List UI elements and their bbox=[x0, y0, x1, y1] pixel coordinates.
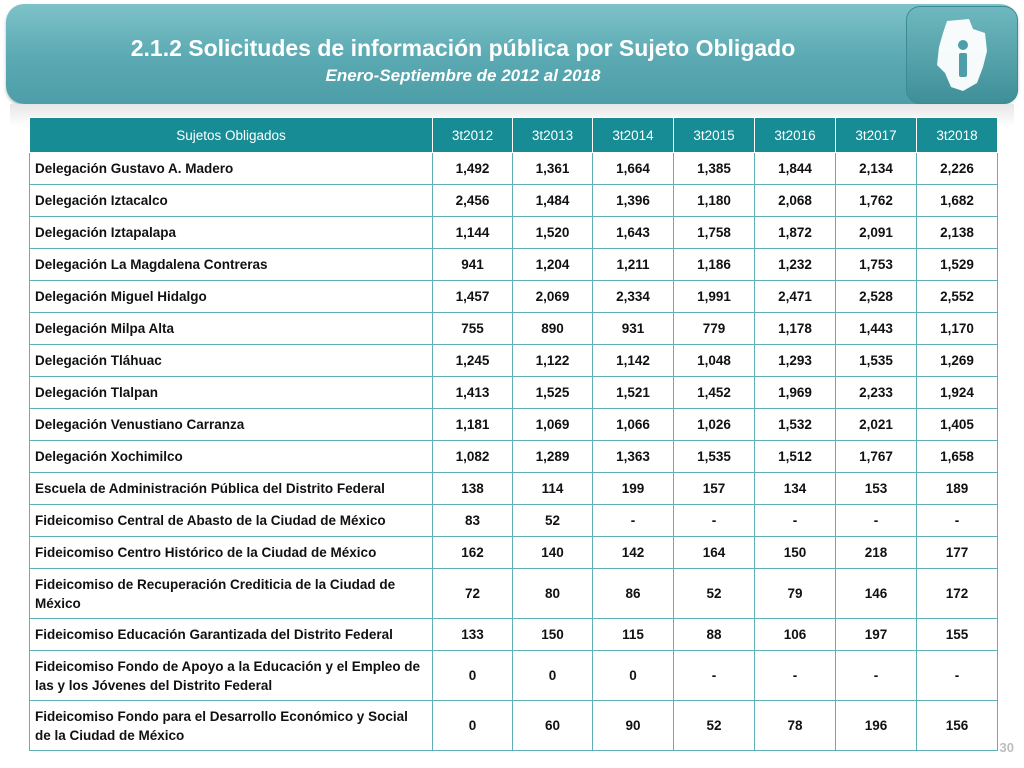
row-value-cell: 138 bbox=[433, 473, 513, 505]
row-value-cell: 1,512 bbox=[755, 441, 836, 473]
logo bbox=[906, 6, 1018, 104]
row-value-cell: 2,134 bbox=[836, 153, 917, 185]
row-value-cell: 164 bbox=[674, 537, 755, 569]
row-entity-name: Fideicomiso Central de Abasto de la Ciudad de México bbox=[30, 505, 433, 537]
row-value-cell: 106 bbox=[755, 619, 836, 651]
table-row bbox=[30, 249, 998, 281]
row-value-cell: 2,068 bbox=[755, 185, 836, 217]
row-value-cell: 1,643 bbox=[593, 217, 674, 249]
table-body bbox=[30, 153, 998, 751]
row-value-cell: 153 bbox=[836, 473, 917, 505]
row-value-cell: 0 bbox=[433, 651, 513, 701]
row-value-cell: 1,170 bbox=[917, 313, 998, 345]
row-value-cell: 1,069 bbox=[513, 409, 593, 441]
row-entity-name: Delegación La Magdalena Contreras bbox=[30, 249, 433, 281]
row-value-cell: 52 bbox=[513, 505, 593, 537]
row-value-cell: 1,532 bbox=[755, 409, 836, 441]
row-entity-name: Delegación Iztapalapa bbox=[30, 217, 433, 249]
row-value-cell: 0 bbox=[593, 651, 674, 701]
row-entity-name: Delegación Venustiano Carranza bbox=[30, 409, 433, 441]
row-value-cell: 1,293 bbox=[755, 345, 836, 377]
row-value-cell: 1,026 bbox=[674, 409, 755, 441]
row-entity-name: Fideicomiso Fondo de Apoyo a la Educación y el Empleo de las y los Jóvenes del Distrito Federal bbox=[30, 651, 433, 701]
row-value-cell: 114 bbox=[513, 473, 593, 505]
row-value-cell: 0 bbox=[433, 701, 513, 751]
column-header: 3t2016 bbox=[755, 118, 836, 153]
row-value-cell: 1,525 bbox=[513, 377, 593, 409]
row-value-cell: 2,138 bbox=[917, 217, 998, 249]
row-value-cell: 1,969 bbox=[755, 377, 836, 409]
row-entity-name: Fideicomiso Fondo para el Desarrollo Económico y Social de la Ciudad de México bbox=[30, 701, 433, 751]
title-banner bbox=[6, 4, 1018, 104]
row-value-cell: 0 bbox=[513, 651, 593, 701]
row-value-cell: 1,186 bbox=[674, 249, 755, 281]
row-value-cell: 1,535 bbox=[674, 441, 755, 473]
column-header: 3t2014 bbox=[593, 118, 674, 153]
row-value-cell: 86 bbox=[593, 569, 674, 619]
column-header: 3t2017 bbox=[836, 118, 917, 153]
row-entity-name: Fideicomiso de Recuperación Crediticia de la Ciudad de México bbox=[30, 569, 433, 619]
row-value-cell: 1,457 bbox=[433, 281, 513, 313]
row-value-cell: - bbox=[674, 505, 755, 537]
row-value-cell: 1,452 bbox=[674, 377, 755, 409]
row-value-cell: 155 bbox=[917, 619, 998, 651]
row-value-cell: 1,529 bbox=[917, 249, 998, 281]
row-value-cell: 1,269 bbox=[917, 345, 998, 377]
row-value-cell: 1,413 bbox=[433, 377, 513, 409]
row-value-cell: 1,443 bbox=[836, 313, 917, 345]
row-value-cell: 115 bbox=[593, 619, 674, 651]
row-value-cell: 1,753 bbox=[836, 249, 917, 281]
row-value-cell: 83 bbox=[433, 505, 513, 537]
row-value-cell: 142 bbox=[593, 537, 674, 569]
row-value-cell: - bbox=[836, 505, 917, 537]
row-value-cell: 1,211 bbox=[593, 249, 674, 281]
row-value-cell: 199 bbox=[593, 473, 674, 505]
row-value-cell: 1,232 bbox=[755, 249, 836, 281]
row-value-cell: - bbox=[755, 505, 836, 537]
row-value-cell: 1,991 bbox=[674, 281, 755, 313]
row-value-cell: 1,245 bbox=[433, 345, 513, 377]
row-value-cell: 755 bbox=[433, 313, 513, 345]
row-value-cell: - bbox=[674, 651, 755, 701]
row-value-cell: 1,082 bbox=[433, 441, 513, 473]
row-value-cell: - bbox=[593, 505, 674, 537]
row-value-cell: 2,552 bbox=[917, 281, 998, 313]
row-value-cell: 150 bbox=[513, 619, 593, 651]
row-entity-name: Delegación Tlalpan bbox=[30, 377, 433, 409]
row-value-cell: 52 bbox=[674, 701, 755, 751]
row-value-cell: 78 bbox=[755, 701, 836, 751]
row-value-cell: 1,758 bbox=[674, 217, 755, 249]
row-value-cell: 133 bbox=[433, 619, 513, 651]
row-value-cell: 79 bbox=[755, 569, 836, 619]
row-value-cell: 1,181 bbox=[433, 409, 513, 441]
row-value-cell: 52 bbox=[674, 569, 755, 619]
row-value-cell: 2,021 bbox=[836, 409, 917, 441]
column-header: 3t2015 bbox=[674, 118, 755, 153]
row-value-cell: - bbox=[836, 651, 917, 701]
table-row bbox=[30, 345, 998, 377]
table-row bbox=[30, 701, 998, 751]
row-value-cell: 146 bbox=[836, 569, 917, 619]
row-value-cell: 2,233 bbox=[836, 377, 917, 409]
row-value-cell: 1,144 bbox=[433, 217, 513, 249]
row-value-cell: 1,484 bbox=[513, 185, 593, 217]
table-row bbox=[30, 651, 998, 701]
row-value-cell: 931 bbox=[593, 313, 674, 345]
row-value-cell: 1,492 bbox=[433, 153, 513, 185]
table-row bbox=[30, 313, 998, 345]
column-header: 3t2018 bbox=[917, 118, 998, 153]
row-value-cell: 1,535 bbox=[836, 345, 917, 377]
row-entity-name: Delegación Gustavo A. Madero bbox=[30, 153, 433, 185]
row-value-cell: 1,762 bbox=[836, 185, 917, 217]
row-value-cell: 157 bbox=[674, 473, 755, 505]
row-value-cell: 1,363 bbox=[593, 441, 674, 473]
row-value-cell: 1,682 bbox=[917, 185, 998, 217]
row-value-cell: 140 bbox=[513, 537, 593, 569]
row-value-cell: 90 bbox=[593, 701, 674, 751]
page-number: 30 bbox=[999, 740, 1014, 755]
table-row bbox=[30, 569, 998, 619]
row-value-cell: 941 bbox=[433, 249, 513, 281]
column-header: Sujetos Obligados bbox=[30, 118, 433, 153]
row-entity-name: Fideicomiso Educación Garantizada del Distrito Federal bbox=[30, 619, 433, 651]
cdmx-map-info-icon bbox=[907, 7, 1017, 103]
column-header: 3t2013 bbox=[513, 118, 593, 153]
row-value-cell: - bbox=[755, 651, 836, 701]
row-value-cell: 218 bbox=[836, 537, 917, 569]
row-value-cell: 189 bbox=[917, 473, 998, 505]
row-value-cell: 172 bbox=[917, 569, 998, 619]
row-value-cell: 1,385 bbox=[674, 153, 755, 185]
row-value-cell: - bbox=[917, 651, 998, 701]
row-value-cell: 2,226 bbox=[917, 153, 998, 185]
row-value-cell: 60 bbox=[513, 701, 593, 751]
row-value-cell: - bbox=[917, 505, 998, 537]
row-value-cell: 2,456 bbox=[433, 185, 513, 217]
table-row bbox=[30, 473, 998, 505]
row-entity-name: Delegación Iztacalco bbox=[30, 185, 433, 217]
row-value-cell: 1,066 bbox=[593, 409, 674, 441]
row-value-cell: 1,658 bbox=[917, 441, 998, 473]
table-header-row bbox=[30, 118, 998, 153]
row-value-cell: 1,521 bbox=[593, 377, 674, 409]
page-subtitle: Enero-Septiembre de 2012 al 2018 bbox=[325, 66, 601, 85]
row-value-cell: 890 bbox=[513, 313, 593, 345]
row-value-cell: 2,069 bbox=[513, 281, 593, 313]
row-value-cell: 197 bbox=[836, 619, 917, 651]
row-value-cell: 1,767 bbox=[836, 441, 917, 473]
table-row bbox=[30, 153, 998, 185]
row-value-cell: 2,471 bbox=[755, 281, 836, 313]
row-entity-name: Delegación Miguel Hidalgo bbox=[30, 281, 433, 313]
table-row bbox=[30, 377, 998, 409]
row-value-cell: 177 bbox=[917, 537, 998, 569]
row-value-cell: 1,405 bbox=[917, 409, 998, 441]
row-value-cell: 1,844 bbox=[755, 153, 836, 185]
table-row bbox=[30, 505, 998, 537]
row-value-cell: 1,122 bbox=[513, 345, 593, 377]
row-entity-name: Fideicomiso Centro Histórico de la Ciudad de México bbox=[30, 537, 433, 569]
row-value-cell: 1,664 bbox=[593, 153, 674, 185]
row-value-cell: 1,180 bbox=[674, 185, 755, 217]
table-row bbox=[30, 217, 998, 249]
requests-table bbox=[29, 117, 998, 751]
row-value-cell: 1,520 bbox=[513, 217, 593, 249]
row-value-cell: 1,204 bbox=[513, 249, 593, 281]
row-value-cell: 2,334 bbox=[593, 281, 674, 313]
row-entity-name: Delegación Xochimilco bbox=[30, 441, 433, 473]
row-value-cell: 156 bbox=[917, 701, 998, 751]
row-value-cell: 1,361 bbox=[513, 153, 593, 185]
row-value-cell: 134 bbox=[755, 473, 836, 505]
row-value-cell: 2,528 bbox=[836, 281, 917, 313]
row-entity-name: Delegación Tláhuac bbox=[30, 345, 433, 377]
row-entity-name: Escuela de Administración Pública del Distrito Federal bbox=[30, 473, 433, 505]
table-row bbox=[30, 281, 998, 313]
row-value-cell: 1,872 bbox=[755, 217, 836, 249]
row-value-cell: 196 bbox=[836, 701, 917, 751]
column-header: 3t2012 bbox=[433, 118, 513, 153]
row-value-cell: 80 bbox=[513, 569, 593, 619]
row-value-cell: 72 bbox=[433, 569, 513, 619]
row-entity-name: Delegación Milpa Alta bbox=[30, 313, 433, 345]
row-value-cell: 2,091 bbox=[836, 217, 917, 249]
row-value-cell: 1,142 bbox=[593, 345, 674, 377]
row-value-cell: 779 bbox=[674, 313, 755, 345]
table-row bbox=[30, 619, 998, 651]
row-value-cell: 1,289 bbox=[513, 441, 593, 473]
row-value-cell: 1,396 bbox=[593, 185, 674, 217]
row-value-cell: 1,924 bbox=[917, 377, 998, 409]
table-row bbox=[30, 441, 998, 473]
page-title: 2.1.2 Solicitudes de información pública por Sujeto Obligado bbox=[130, 35, 796, 61]
row-value-cell: 1,178 bbox=[755, 313, 836, 345]
row-value-cell: 88 bbox=[674, 619, 755, 651]
table-row bbox=[30, 537, 998, 569]
table-row bbox=[30, 185, 998, 217]
row-value-cell: 162 bbox=[433, 537, 513, 569]
row-value-cell: 150 bbox=[755, 537, 836, 569]
table-row bbox=[30, 409, 998, 441]
row-value-cell: 1,048 bbox=[674, 345, 755, 377]
